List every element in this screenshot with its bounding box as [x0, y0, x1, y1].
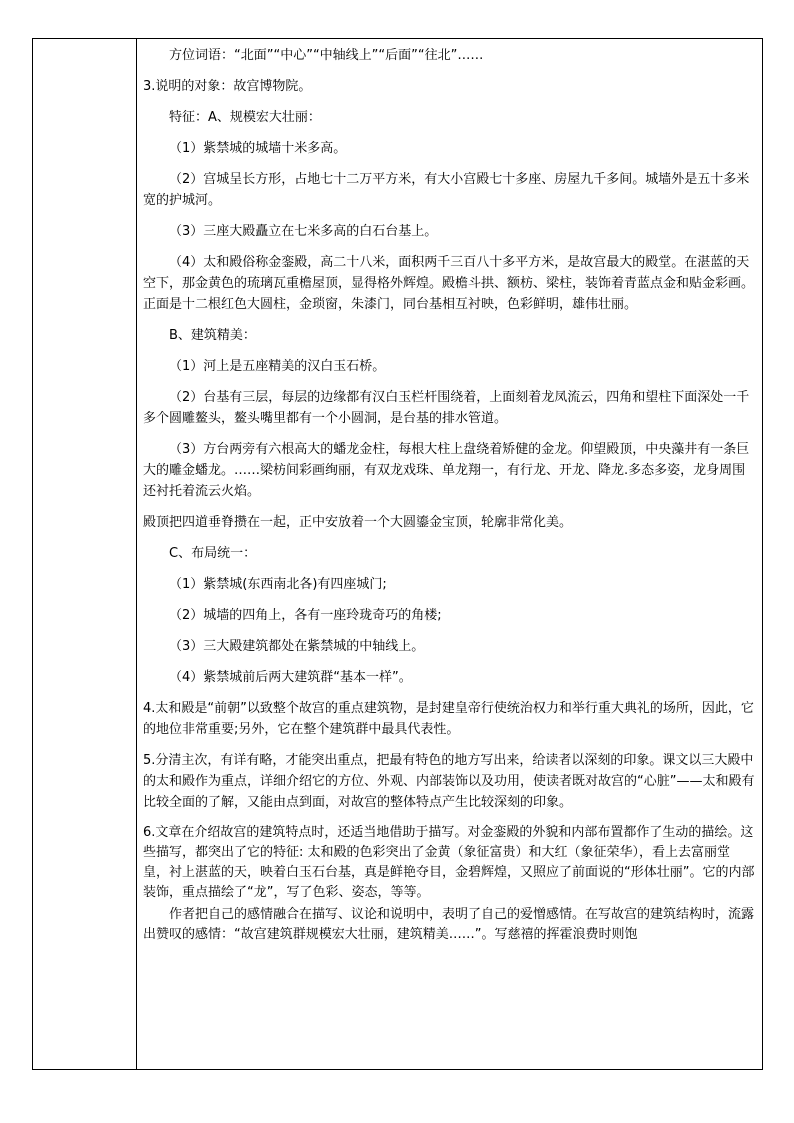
paragraph: 方位词语：“北面”“中心”“中轴线上”“后面”“往北”…… [169, 48, 484, 63]
paragraph: 4.太和殿是“前朝”以致整个故宫的重点建筑物，是封建皇帝行使统治权力和举行重大典礼的场所，因此，它的地位非常重要;另外，它在整个建筑群中最具代表性。 [143, 701, 754, 737]
paragraph: （2）城墙的四角上，各有一座玲珑奇巧的角楼; [169, 608, 442, 623]
table-left-column [33, 39, 137, 1069]
paragraph: 殿顶把四道垂脊攒在一起，正中安放着一个大圆鎏金宝顶，轮廓非常化美。 [143, 515, 573, 530]
paragraph: 6.文章在介绍故宫的建筑特点时，还适当地借助于描写。对金銮殿的外貌和内部布置都作了生动的描绘。这些描写，都突出了它的特征: 太和殿的色彩突出了金黄（象征富贵）和大红（象征荣华），看上去富丽堂皇，衬上湛蓝的天，映着白玉石台基，真是鲜艳夺目，金碧辉煌，又照应了前面说的“形体壮丽”。它的内部装饰，重点描绘了“龙”，写了色彩、姿态，等等。 [143, 825, 755, 900]
paragraph: B、建筑精美： [169, 328, 256, 343]
paragraph: （2）台基有三层，每层的边缘都有汉白玉栏杆围绕着，上面刻着龙凤流云，四角和望柱下面深处一千多个圆雕鳌头，鳌头嘴里都有一个小圆洞，是台基的排水管道。 [143, 390, 750, 426]
paragraph: （1）河上是五座精美的汉白玉石桥。 [169, 359, 386, 374]
paragraph: （3）方台两旁有六根高大的蟠龙金柱，每根大柱上盘绕着矫健的金龙。仰望殿顶，中央藻井有一条巨大的雕金蟠龙。……梁枋间彩画绚丽，有双龙戏珠、单龙翔一，有行龙、开龙、降龙.多态多姿，龙身周围还衬托着流云火焰。 [143, 442, 750, 499]
paragraph: C、布局统一： [169, 546, 257, 561]
paragraph: （4）紫禁城前后两大建筑群“基本一样”。 [169, 670, 412, 685]
paragraph: （3）三座大殿矗立在七米多高的白石台基上。 [169, 224, 438, 239]
paragraph: 特征：A、规模宏大壮丽： [169, 110, 321, 125]
paragraph: 作者把自己的感情融合在描写、议论和说明中，表明了自己的爱憎感情。在写故宫的建筑结构时，流露出赞叹的感情：“故宫建筑群规模宏大壮丽，建筑精美……”。写慈禧的挥霍浪费时则饱 [143, 907, 755, 942]
paragraph: 3.说明的对象：故宫博物院。 [143, 79, 312, 94]
paragraph: （4）太和殿俗称金銮殿，高二十八米，面积两千三百八十多平方米，是故宫最大的殿堂。在湛蓝的天空下，那金黄色的琉璃瓦重檐屋顶，显得格外辉煌。殿檐斗拱、额枋、梁柱，装饰着青蓝点金和贴金彩画。正面是十二根红色大圆柱，金琐窗，朱漆门，同台基相互衬映，色彩鲜明，雄伟壮丽。 [143, 255, 755, 312]
paragraph: 5.分清主次，有详有略，才能突出重点，把最有特色的地方写出来，给读者以深刻的印象。课文以三大殿中的太和殿作为重点，详细介绍它的方位、外观、内部装饰以及功用，使读者既对故宫的“心脏”——太和殿有比较全面的了解，又能由点到面，对故宫的整体特点产生比较深刻的印象。 [143, 753, 755, 810]
document-table [32, 38, 763, 1070]
paragraph: （3）三大殿建筑都处在紫禁城的中轴线上。 [169, 639, 425, 654]
paragraph: （1）紫禁城的城墙十米多高。 [169, 141, 347, 156]
paragraph: （1）紫禁城(东西南北各)有四座城门; [169, 577, 387, 592]
paragraph: （2）宫城呈长方形，占地七十二万平方米，有大小宫殿七十多座、房屋九千多间。城墙外是五十多米宽的护城河。 [143, 172, 750, 208]
table-content-cell [143, 45, 755, 947]
